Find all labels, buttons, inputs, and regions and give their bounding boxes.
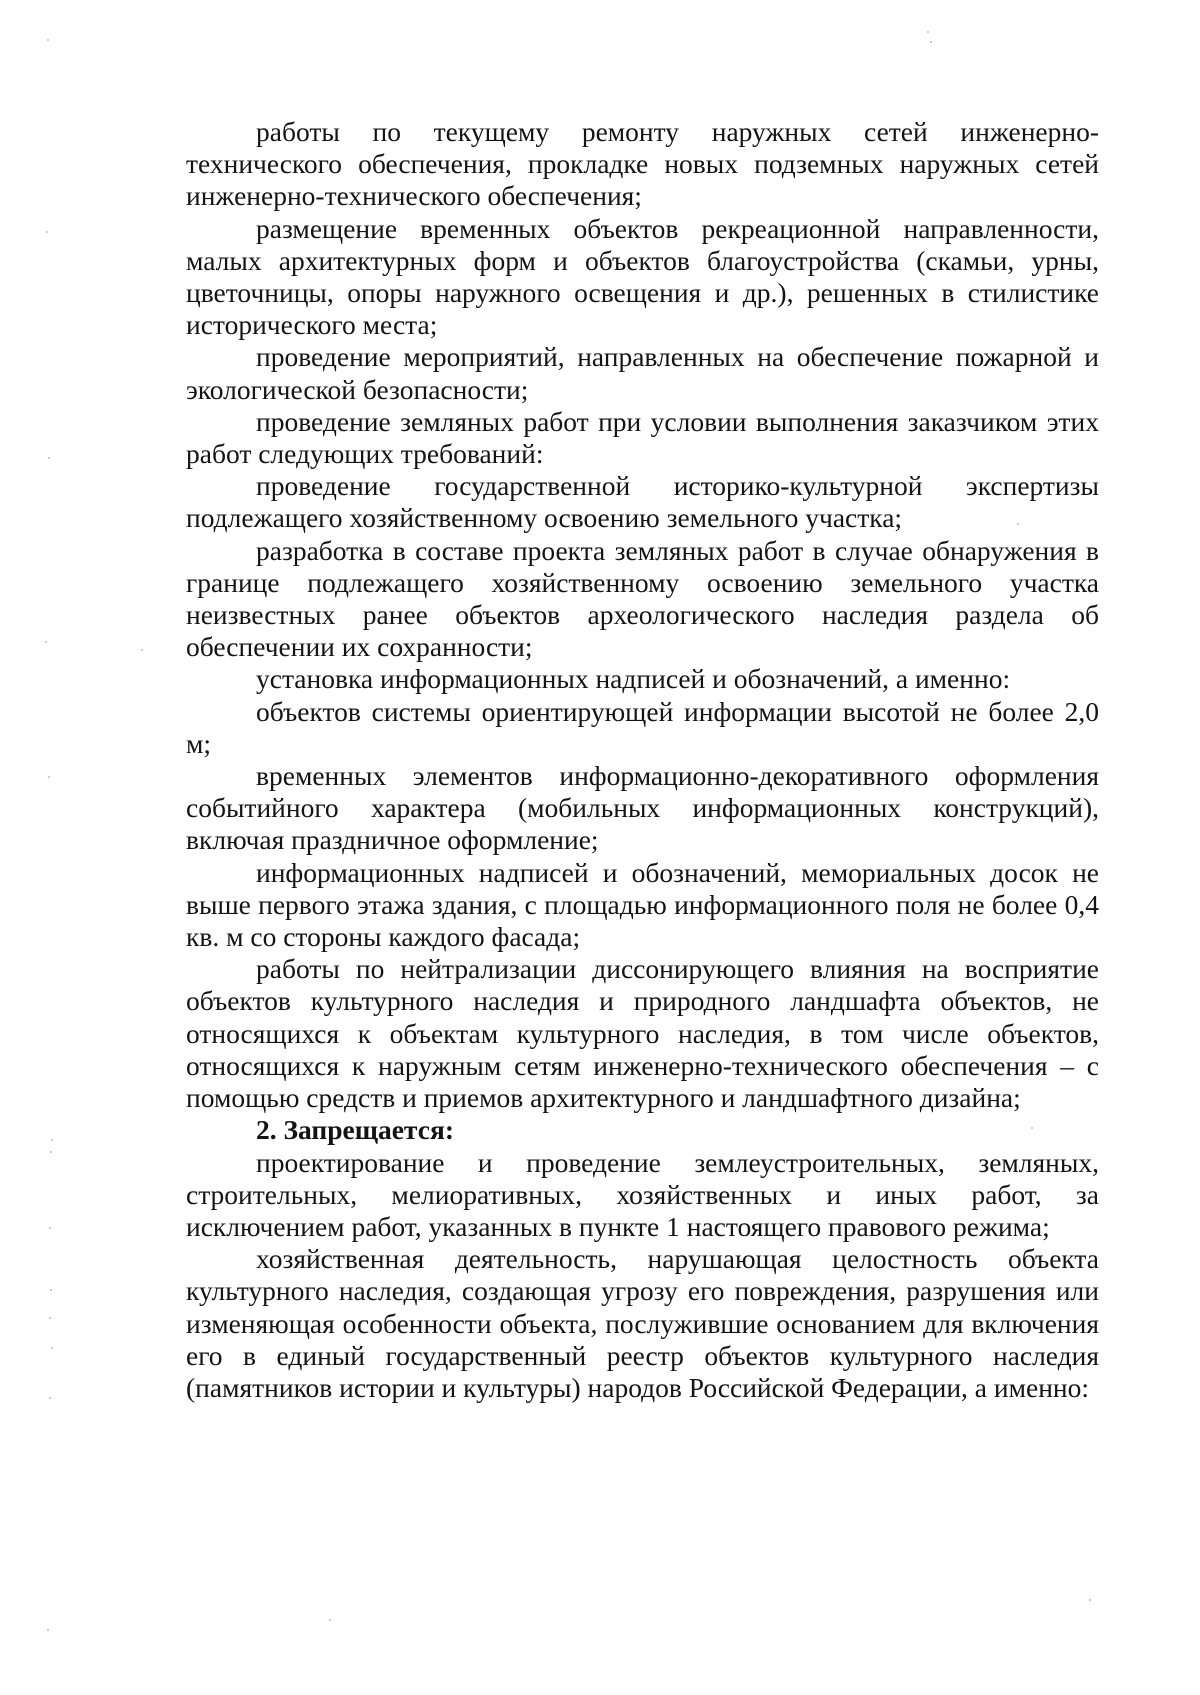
paragraph: проведение мероприятий, направленных на обеспечение пожарной и экологической безопасности; <box>186 341 1099 405</box>
paragraph: временных элементов информационно-декоративного оформления событийного характера (мобильных информационных конструкций), включая праздничное оформление; <box>186 760 1099 856</box>
paragraph: проведение государственной историко-культурной экспертизы подлежащего хозяйственному освоению земельного участка; <box>186 470 1099 534</box>
paragraph: работы по нейтрализации диссонирующего влияния на восприятие объектов культурного наследия и природного ландшафта объектов, не относящихся к объектам культурного наследия, в том числе объектов, относящихся к наружным сетям инженерно-технического обеспечения – с помощью средств и приемов архитектурного и ландшафтного дизайна; <box>186 953 1099 1114</box>
paragraph: проектирование и проведение землеустроительных, земляных, строительных, мелиоративных, хозяйственных и иных работ, за исключением работ, указанных в пункте 1 настоящего правового режима; <box>186 1146 1099 1242</box>
paragraph: размещение временных объектов рекреационной направленности, малых архитектурных форм и объектов благоустройства (скамьи, урны, цветочницы, опоры наружного освещения и др.), решенных в стилистике исторического места; <box>186 212 1099 341</box>
paragraph: хозяйственная деятельность, нарушающая целостность объекта культурного наследия, создающая угрозу его повреждения, разрушения или изменяющая особенности объекта, послужившие основанием для включения его в единый государственный реестр объектов культурного наследия (памятников истории и культуры) народов Российской Федерации, а именно: <box>186 1243 1099 1403</box>
document-body <box>186 116 1099 1404</box>
paragraph: объектов системы ориентирующей информации высотой не более 2,0 м; <box>186 695 1099 759</box>
paragraph: установка информационных надписей и обозначений, а именно: <box>256 663 1011 695</box>
paragraph: проведение земляных работ при условии выполнения заказчиком этих работ следующих требований: <box>186 405 1099 470</box>
section-heading: 2. Запрещается: <box>256 1114 455 1146</box>
paragraph: информационных надписей и обозначений, мемориальных досок не выше первого этажа здания, с площадью информационного поля не более 0,4 кв. м со стороны каждого фасада; <box>186 856 1099 953</box>
paragraph: работы по текущему ремонту наружных сетей инженерно-технического обеспечения, прокладке новых подземных наружных сетей инженерно-технического обеспечения; <box>186 116 1099 212</box>
paragraph: разработка в составе проекта земляных работ в случае обнаружения в границе подлежащего хозяйственному освоению земельного участка неизвестных ранее объектов археологического наследия раздела об обеспечении их сохранности; <box>186 534 1099 663</box>
